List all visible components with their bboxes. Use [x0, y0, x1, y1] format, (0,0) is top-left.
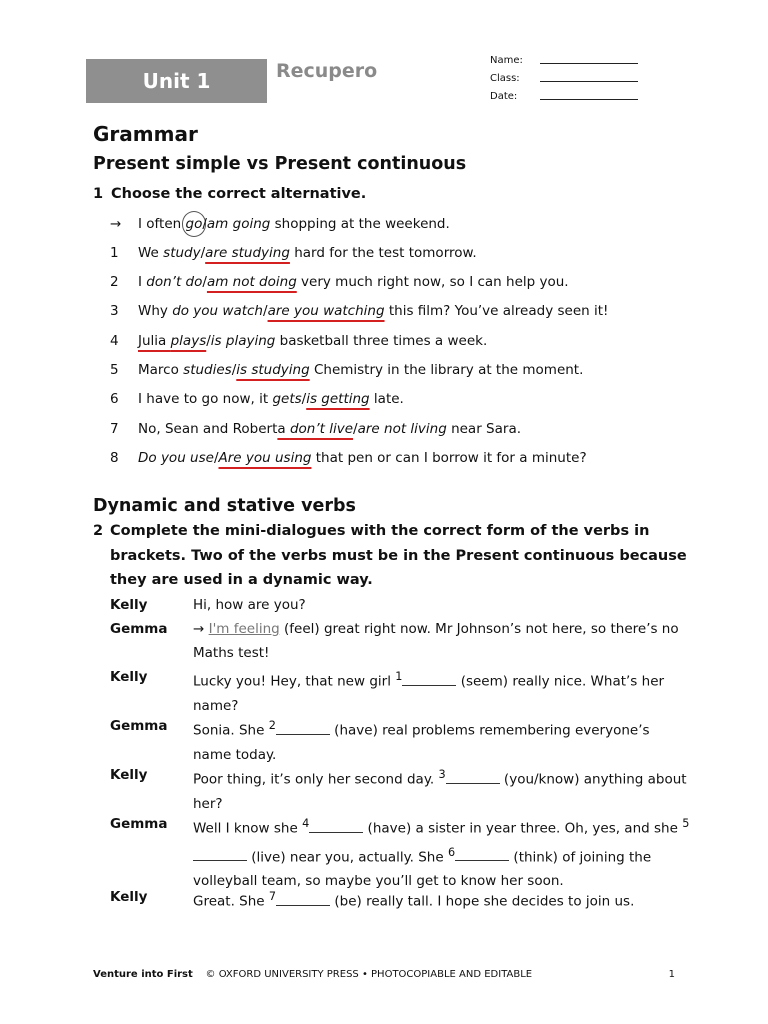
- exercise-1-example: → I often go/am going shopping at the weekend.: [110, 216, 450, 232]
- dialogue-line: Kelly Lucky you! Hey, that new girl $^1$ (seem) really nice. What’s her name?: [110, 669, 665, 714]
- date-line: [540, 99, 638, 100]
- class-field: [490, 73, 638, 84]
- section-title: Grammar: [93, 122, 198, 146]
- date-field: [490, 91, 638, 102]
- part2-number: 2: [93, 523, 104, 539]
- answer-blank[interactable]: [193, 848, 247, 861]
- exercise-1-item: 6 I have to go now, it gets/is getting late.: [110, 391, 404, 407]
- exercise-1-item: 7 No, Sean and Roberta don’t live/are not living near Sara.: [110, 421, 522, 437]
- answer-blank[interactable]: [446, 771, 500, 784]
- dialogue-line: Kelly Great. She $^7$ (be) really tall. I hope she decides to join us.: [110, 889, 635, 910]
- book-title: Venture into First: [93, 969, 193, 980]
- class-line: [540, 81, 638, 82]
- answer-blank[interactable]: [402, 673, 456, 686]
- dialogue-line: Kelly Poor thing, it’s only her second day. $^3$ (you/know) anything about her?: [110, 767, 687, 812]
- part1-instruction: [93, 186, 366, 202]
- part2-instruction: Complete the mini-dialogues with the correct form of the verbs in brackets. Two of the verbs must be in the Present continuous because they are used in a dynamic way.: [110, 523, 687, 588]
- exercise-1-item: 8 Do you use/Are you using that pen or can I borrow it for a minute?: [110, 450, 587, 466]
- answer-blank[interactable]: [309, 820, 363, 833]
- part2-heading: Dynamic and stative verbs: [93, 496, 356, 516]
- page-number: 1: [668, 969, 675, 980]
- part1-instruction-text: Choose the correct alternative.: [111, 186, 367, 202]
- answer-blank[interactable]: [276, 722, 330, 735]
- copyright-notice: © OXFORD UNIVERSITY PRESS • PHOTOCOPIABLE AND EDITABLE: [205, 969, 533, 980]
- example-answer: I'm feeling: [208, 621, 280, 637]
- exercise-1-item: 4 Julia plays/is playing basketball three times a week.: [110, 333, 488, 349]
- worksheet-title: Recupero: [276, 60, 378, 82]
- dialogue-line: Kelly Hi, how are you?: [110, 597, 306, 613]
- exercise-1-item: 2 I don’t do/am not doing very much right now, so I can help you.: [110, 274, 569, 290]
- dialogue-line: Gemma Well I know she $^4$ (have) a sister in year three. Oh, yes, and she $^5$ (live) near you, actually. She $^6$ (think) of joining the volleyball team, so maybe you’ll get to know her soon.: [110, 816, 690, 890]
- part1-number: 1: [93, 186, 104, 202]
- answer-blank[interactable]: [276, 893, 330, 906]
- name-label: Name:: [490, 55, 523, 66]
- dialogue-line: Gemma → I'm feeling (feel) great right now. Mr Johnson’s not here, so there’s no Maths test!: [110, 621, 679, 662]
- exercise-1-item: 1 We study/are studying hard for the test tomorrow.: [110, 245, 477, 261]
- date-label: Date:: [490, 91, 518, 102]
- part1-heading: Present simple vs Present continuous: [93, 154, 467, 174]
- answer-blank[interactable]: [455, 848, 509, 861]
- page-footer: [93, 969, 675, 980]
- exercise-1-item: 3 Why do you watch/are you watching this film? You’ve already seen it!: [110, 303, 609, 319]
- name-field: [490, 55, 638, 66]
- name-line: [540, 63, 638, 64]
- exercise-1-item: 5 Marco studies/is studying Chemistry in the library at the moment.: [110, 362, 584, 378]
- class-label: Class:: [490, 73, 520, 84]
- unit-label: Unit 1: [86, 59, 267, 103]
- dialogue-line: Gemma Sonia. She $^2$ (have) real problems remembering everyone’s name today.: [110, 718, 650, 763]
